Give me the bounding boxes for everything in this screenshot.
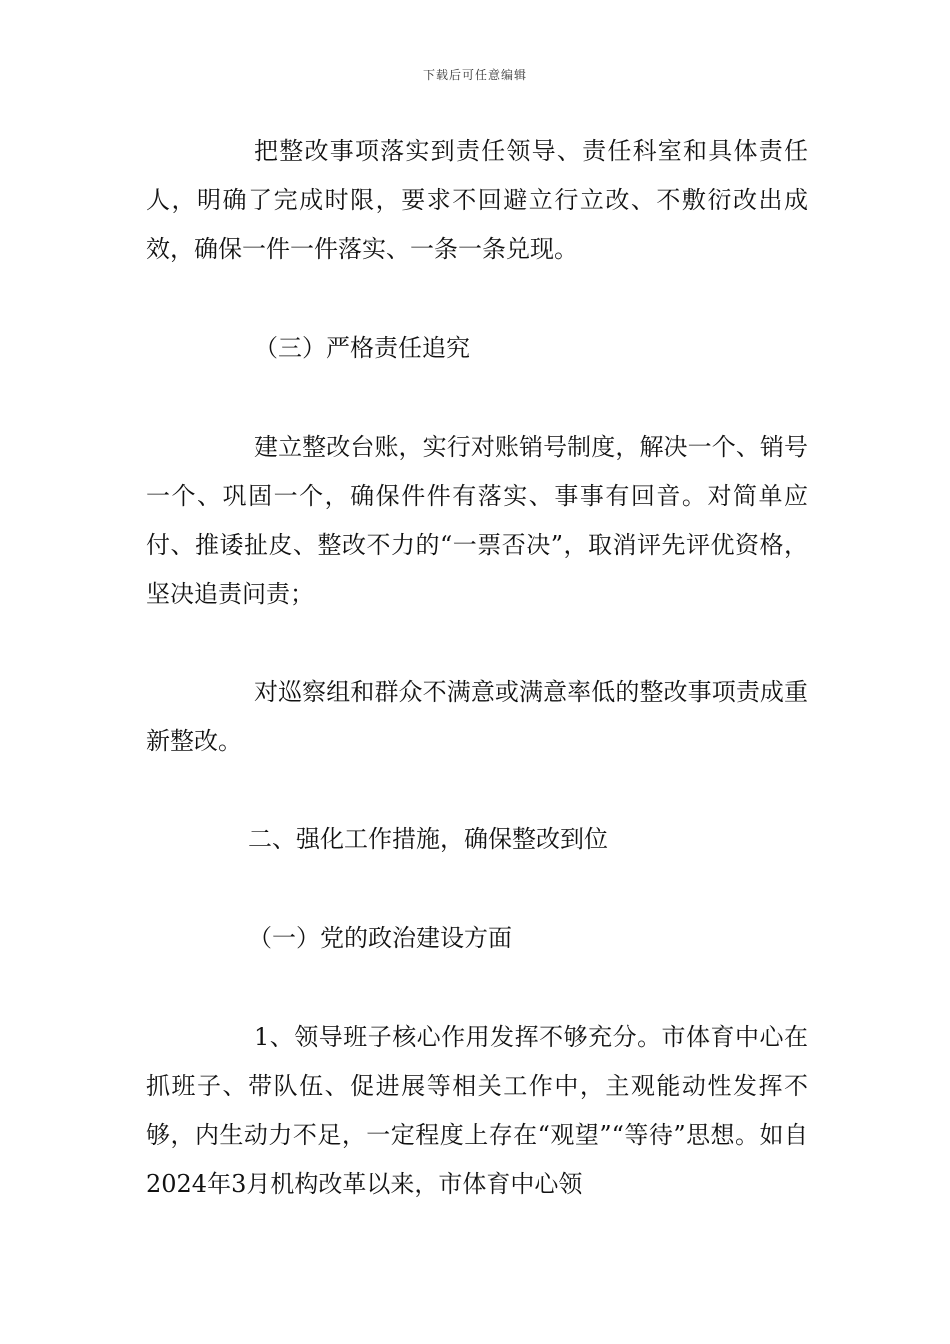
paragraph-gap bbox=[146, 766, 808, 815]
paragraph-leadership: 1、领导班子核心作用发挥不够充分。市体育中心在抓班子、带队伍、促进展等相关工作中，主观能动性发挥不够，内生动力不足，一定程度上存在“观望”“等待”思想。如自2024年3月机构改革以来，市体育中心领 bbox=[146, 1023, 808, 1198]
paragraph-gap bbox=[146, 373, 808, 423]
paragraph-gap bbox=[146, 619, 808, 668]
paragraph-ledger: 建立整改台账，实行对账销号制度，解决一个、销号一个、巩固一个，确保件件有落实、事事有回音。对简单应付、推诿扯皮、整改不力的“一票否决”，取消评先评优资格，坚决追责问责； bbox=[146, 433, 808, 608]
page-header-note: 下载后可任意编辑 bbox=[422, 68, 527, 82]
paragraph-rectification: 对巡察组和群众不满意或满意率低的整改事项责成重新整改。 bbox=[146, 678, 808, 755]
paragraph-gap bbox=[146, 274, 808, 324]
document-body bbox=[146, 127, 808, 1209]
section-heading-accountability: （三）严格责任追究 bbox=[254, 334, 470, 362]
paragraph-responsibility: 把整改事项落实到责任领导、责任科室和具体责任人，明确了完成时限，要求不回避立行立改、不敷衍改出成效，确保一件一件落实、一条一条兑现。 bbox=[146, 137, 808, 263]
paragraph-gap bbox=[146, 963, 808, 1013]
chapter-heading-measures: 二、强化工作措施，确保整改到位 bbox=[248, 825, 608, 853]
paragraph-gap bbox=[146, 864, 808, 914]
section-heading-political: （一）党的政治建设方面 bbox=[248, 924, 512, 952]
